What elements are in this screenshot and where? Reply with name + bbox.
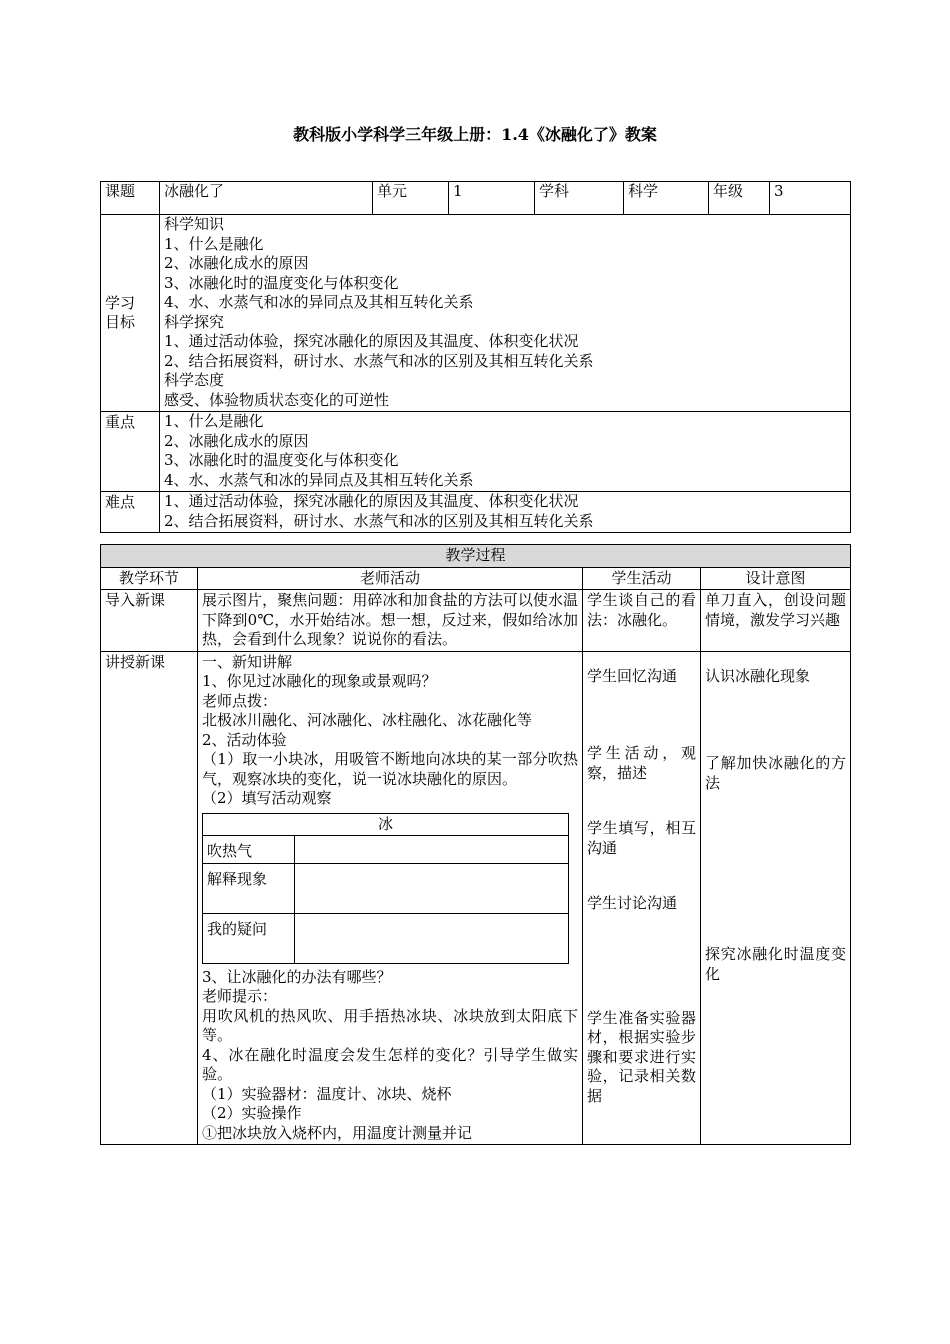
- lecture-text: ①把冰块放入烧杯内，用温度计测量并记: [202, 1123, 473, 1142]
- topic-value: 冰融化了: [160, 182, 373, 215]
- process-header-row: [101, 567, 851, 590]
- lecture-text: 老师提示：: [202, 987, 278, 1005]
- process-title: 教学过程: [101, 545, 851, 568]
- lecture-text: （1）实验器材：温度计、冰块、烧杯: [202, 1084, 452, 1103]
- key-point-line: 1、什么是融化: [164, 412, 264, 430]
- goal-line: 2、冰融化成水的原因: [164, 254, 309, 272]
- intro-stage: 导入新课: [101, 590, 198, 652]
- lecture-text: 2、活动体验: [202, 730, 287, 749]
- intro-teacher: 展示图片，聚焦问题：用碎冰和加食盐的方法可以使水温下降到0℃，水开始结冰。想一想，反过来，假如给冰加热，会看到什么现象？说说你的看法。: [198, 590, 583, 652]
- unit-label: 单元: [373, 182, 449, 215]
- lesson-info-table: [100, 181, 851, 533]
- topic-label: 课题: [101, 182, 160, 215]
- info-row: [101, 182, 851, 215]
- difficulties-content: [160, 492, 851, 533]
- intro-row: [101, 590, 851, 652]
- difficulties-row: [101, 492, 851, 533]
- observation-cell[interactable]: [295, 836, 569, 864]
- observation-cell[interactable]: [295, 913, 569, 963]
- lecture-text: （1）取一小块冰，用吸管不断地向冰块的某一部分吹热气，观察冰块的变化，说一说冰块融化的原因。: [202, 750, 578, 788]
- goals-label: 学习 目标: [101, 215, 160, 412]
- key-point-line: 4、水、水蒸气和冰的异同点及其相互转化关系: [164, 470, 474, 489]
- process-title-row: [101, 545, 851, 568]
- teaching-process-table: [100, 544, 851, 1145]
- observation-label: 解释现象: [203, 863, 295, 913]
- header-teacher: 老师活动: [198, 567, 583, 590]
- difficulty-line: 1、通过活动体验，探究冰融化的原因及其温度、体积变化状况: [164, 492, 579, 510]
- difficulties-label: 难点: [101, 492, 160, 533]
- document-title: 教科版小学科学三年级上册：1.4《冰融化了》教案: [293, 125, 657, 144]
- lecture-row: [101, 651, 851, 1145]
- observation-table: [202, 813, 569, 964]
- goal-line: 1、什么是融化: [164, 234, 264, 253]
- intro-intent: 单刀直入，创设问题情境，激发学习兴趣: [701, 590, 851, 652]
- goal-line: 科学探究: [164, 312, 225, 331]
- difficulty-line: 2、结合拓展资料，研讨水、水蒸气和冰的区别及其相互转化关系: [164, 511, 594, 530]
- student-activity: 学生活动，观察，描述: [587, 744, 696, 782]
- lecture-text: 一、新知讲解: [202, 652, 293, 671]
- goal-line: 4、水、水蒸气和冰的异同点及其相互转化关系: [164, 293, 474, 311]
- subject-label: 学科: [535, 182, 624, 215]
- lecture-text: 1、你见过冰融化的现象或景观吗？: [202, 672, 437, 690]
- lecture-text: 4、冰在融化时温度会发生怎样的变化？引导学生做实验。: [202, 1045, 578, 1083]
- grade-value: 3: [770, 182, 851, 215]
- student-activity: 学生回忆沟通: [587, 666, 678, 685]
- lecture-student: [583, 651, 701, 1145]
- student-activity: 学生讨论沟通: [587, 894, 678, 912]
- unit-value: 1: [449, 182, 535, 215]
- lecture-text: （2）实验操作: [202, 1104, 302, 1122]
- goal-line: 3、冰融化时的温度变化与体积变化: [164, 273, 399, 292]
- student-activity: 学生填写，相互沟通: [587, 819, 696, 857]
- lecture-text: 北极冰川融化、河冰融化、冰柱融化、冰花融化等: [202, 711, 533, 729]
- goal-line: 1、通过活动体验，探究冰融化的原因及其温度、体积变化状况: [164, 332, 579, 350]
- goals-row: [101, 215, 851, 412]
- goal-line: 感受、体验物质状态变化的可逆性: [164, 390, 390, 409]
- observation-header: 冰: [203, 813, 569, 836]
- goals-content: [160, 215, 851, 412]
- lecture-intent: [701, 651, 851, 1145]
- header-intent: 设计意图: [701, 567, 851, 590]
- header-student: 学生活动: [583, 567, 701, 590]
- goal-line: 2、结合拓展资料，研讨水、水蒸气和冰的区别及其相互转化关系: [164, 351, 594, 370]
- lecture-teacher: [198, 651, 583, 1145]
- observation-cell[interactable]: [295, 863, 569, 913]
- lecture-text: 3、让冰融化的办法有哪些？: [202, 967, 392, 986]
- goal-line: 科学知识: [164, 215, 225, 233]
- key-point-line: 3、冰融化时的温度变化与体积变化: [164, 451, 399, 469]
- student-activity: 学生准备实验器材，根据实验步骤和要求进行实验，记录相关数据: [587, 1008, 696, 1105]
- lecture-text: 老师点拨：: [202, 691, 278, 710]
- subject-value: 科学: [624, 182, 709, 215]
- key-point-line: 2、冰融化成水的原因: [164, 431, 309, 450]
- goal-line: 科学态度: [164, 371, 225, 389]
- key-points-row: [101, 412, 851, 492]
- key-points-content: [160, 412, 851, 492]
- lecture-text: 用吹风机的热风吹、用手捂热冰块、冰块放到太阳底下等。: [202, 1006, 578, 1044]
- design-intent: 探究冰融化时温度变化: [705, 945, 847, 983]
- lecture-stage: 讲授新课: [101, 651, 198, 1145]
- design-intent: 认识冰融化现象: [705, 666, 811, 685]
- grade-label: 年级: [709, 182, 770, 215]
- lecture-text: （2）填写活动观察: [202, 789, 332, 807]
- design-intent: 了解加快冰融化的方法: [705, 754, 847, 792]
- key-points-label: 重点: [101, 412, 160, 492]
- intro-student: 学生谈自己的看法：冰融化。: [583, 590, 701, 652]
- observation-label: 我的疑问: [203, 913, 295, 963]
- observation-label: 吹热气: [203, 836, 295, 864]
- header-stage: 教学环节: [101, 567, 198, 590]
